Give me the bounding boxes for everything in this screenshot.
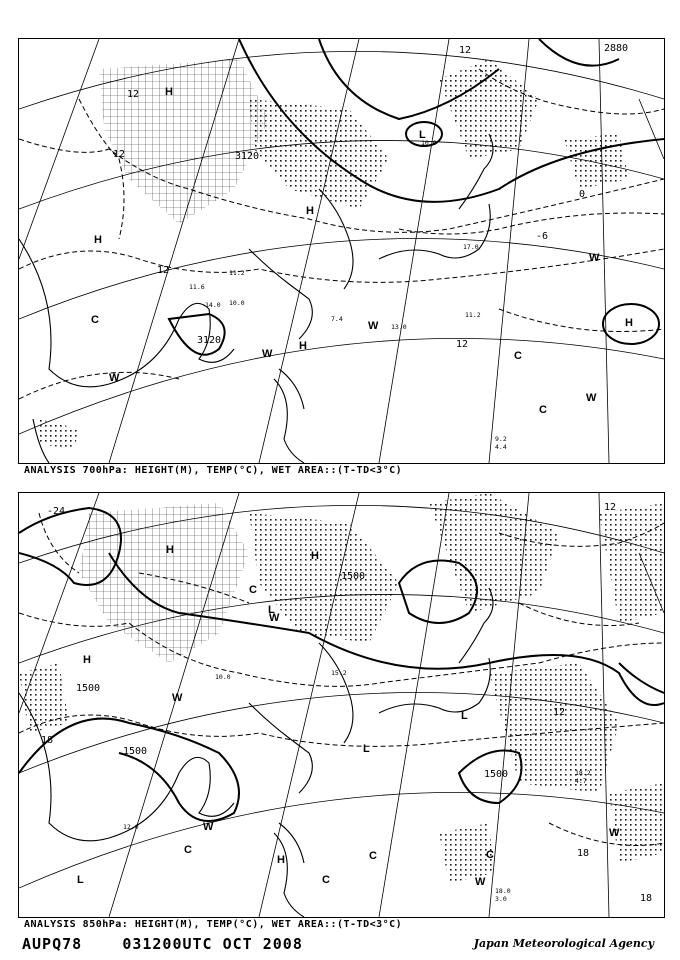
station-value: 17.0 <box>463 243 479 251</box>
center-marker: L <box>268 604 275 616</box>
contour-label: 12 <box>459 45 472 56</box>
map-700hpa-canvas <box>19 39 664 463</box>
contour-label: 2880 <box>604 43 629 54</box>
contour-label: -24 <box>47 506 66 517</box>
station-value: 18.0 <box>495 887 511 895</box>
center-marker: C <box>539 404 547 416</box>
station-value: 13.0 <box>391 323 407 331</box>
center-marker: H <box>277 854 285 866</box>
station-value: 4.7 <box>575 777 587 785</box>
station-value: 7.4 <box>331 315 343 323</box>
center-marker: W <box>262 348 273 360</box>
station-value: 15.2 <box>331 669 347 677</box>
center-marker: W <box>269 612 280 624</box>
map-panel-850hpa <box>18 492 665 918</box>
center-marker: W <box>609 827 620 839</box>
contour-label: 18 <box>41 735 54 746</box>
contour-label: 12 <box>456 339 469 350</box>
center-marker: W <box>203 821 214 833</box>
contour-label: 3120 <box>197 335 222 346</box>
center-marker: C <box>249 584 257 596</box>
center-marker: H <box>166 544 174 556</box>
station-value: 18.2 <box>575 769 591 777</box>
contour-label: 18 <box>577 848 590 859</box>
chart-code: AUPQ78 <box>22 935 83 953</box>
center-marker: C <box>184 844 192 856</box>
station-value: 3.0 <box>495 895 507 903</box>
contour-label: 3120 <box>235 151 260 162</box>
center-marker: H <box>165 86 173 98</box>
center-marker: H <box>83 654 91 666</box>
contour-label: 12 <box>157 265 170 276</box>
station-value: 10.0 <box>421 139 437 147</box>
station-value: 11.2 <box>229 269 245 277</box>
center-marker: C <box>486 849 494 861</box>
center-marker: H <box>311 550 319 562</box>
chart-valid-time: 031200UTC OCT 2008 <box>122 935 303 953</box>
contour-label: 12 <box>113 149 126 160</box>
center-marker: H <box>625 317 633 329</box>
center-marker: C <box>514 350 522 362</box>
station-value: 10.0 <box>215 673 231 681</box>
contour-label: 12 <box>553 707 566 718</box>
coastline-700 <box>19 134 493 463</box>
station-value: 11.2 <box>465 311 481 319</box>
station-value: 9.2 <box>495 435 507 443</box>
contour-label: 1500 <box>123 746 148 757</box>
center-marker: C <box>322 874 330 886</box>
station-value: 14.0 <box>205 301 221 309</box>
center-marker: C <box>369 850 377 862</box>
chart-identifier <box>22 935 303 953</box>
center-marker: W <box>475 876 486 888</box>
station-value: 4.4 <box>495 443 507 451</box>
coastline-850 <box>19 588 493 917</box>
station-value: 12.0 <box>123 823 139 831</box>
station-value: 10.0 <box>229 299 245 307</box>
map-850hpa-canvas <box>19 493 664 917</box>
contour-label: 1500 <box>484 769 509 780</box>
contour-label: 0 <box>579 189 586 200</box>
center-marker: L <box>363 743 370 755</box>
center-marker: H <box>299 340 307 352</box>
panel-caption-700hpa: ANALYSIS 700hPa: HEIGHT(M), TEMP(°C), WET AREA::(T-TD<3°C) <box>24 465 403 476</box>
panel-caption-850hpa: ANALYSIS 850hPa: HEIGHT(M), TEMP(°C), WET AREA::(T-TD<3°C) <box>24 919 403 930</box>
center-marker: H <box>94 234 102 246</box>
contour-label: 12 <box>604 502 617 513</box>
center-marker: W <box>368 320 379 332</box>
center-marker: L <box>419 129 426 141</box>
center-marker: H <box>306 205 314 217</box>
contour-label: 12 <box>127 89 140 100</box>
contour-label: 18 <box>640 893 653 904</box>
center-marker: C <box>91 314 99 326</box>
center-marker: L <box>77 874 84 886</box>
center-marker: W <box>172 692 183 704</box>
center-marker: W <box>589 252 600 264</box>
wet-area-700 <box>39 59 629 449</box>
agency-name: Japan Meteorological Agency <box>473 937 654 950</box>
contour-label: 1500 <box>341 571 366 582</box>
center-marker: W <box>586 392 597 404</box>
center-marker: L <box>461 710 468 722</box>
contour-label: 1500 <box>76 683 101 694</box>
contour-label: -6 <box>536 231 549 242</box>
wet-area-850 <box>19 493 664 883</box>
map-panel-700hpa <box>18 38 665 464</box>
station-value: 11.6 <box>189 283 205 291</box>
center-marker: W <box>109 372 120 384</box>
